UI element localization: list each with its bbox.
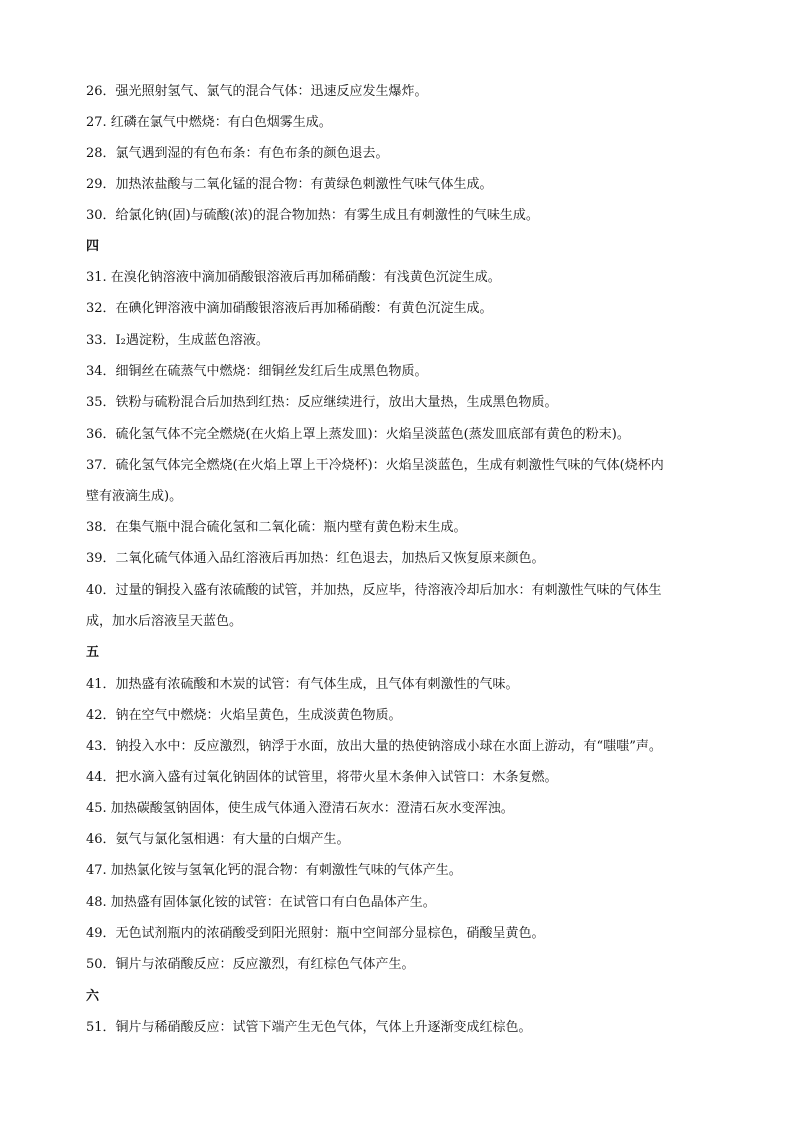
section-heading: 四 bbox=[86, 239, 100, 254]
list-item: 29．加热浓盐酸与二氧化锰的混合物：有黄绿色刺激性气味气体生成。 bbox=[86, 177, 493, 192]
list-item: 34．细铜丝在硫蒸气中燃烧：细铜丝发红后生成黑色物质。 bbox=[86, 364, 428, 379]
list-item: 31. 在溴化钠溶液中滴加硝酸银溶液后再加稀硝酸：有浅黄色沉淀生成。 bbox=[86, 270, 501, 285]
list-item: 26．强光照射氢气、氯气的混合气体：迅速反应发生爆炸。 bbox=[86, 84, 428, 99]
list-item: 48. 加热盛有固体氯化铵的试管：在试管口有白色晶体产生。 bbox=[86, 895, 436, 910]
section-heading: 六 bbox=[86, 989, 100, 1004]
list-item: 28．氯气遇到湿的有色布条：有色布条的颜色退去。 bbox=[86, 146, 389, 161]
list-item: 37．硫化氢气体完全燃烧(在火焰上罩上干冷烧杯)：火焰呈淡蓝色，生成有刺激性气味的气体(烧杯内 bbox=[86, 458, 664, 473]
list-item: 30．给氯化钠(固)与硫酸(浓)的混合物加热：有雾生成且有刺激性的气味生成。 bbox=[86, 208, 539, 223]
list-item: 39．二氧化硫气体通入品红溶液后再加热：红色退去，加热后又恢复原来颜色。 bbox=[86, 551, 545, 566]
list-item: 44．把水滴入盛有过氧化钠固体的试管里，将带火星木条伸入试管口：木条复燃。 bbox=[86, 770, 558, 785]
list-item: 47. 加热氯化铵与氢氧化钙的混合物：有刺激性气味的气体产生。 bbox=[86, 863, 462, 878]
section-heading: 五 bbox=[86, 645, 100, 660]
list-item: 49．无色试剂瓶内的浓硝酸受到阳光照射：瓶中空间部分显棕色，硝酸呈黄色。 bbox=[86, 926, 545, 941]
list-item: 35．铁粉与硫粉混合后加热到红热：反应继续进行，放出大量热，生成黑色物质。 bbox=[86, 395, 558, 410]
list-item-continuation: 壁有液滴生成)。 bbox=[86, 489, 183, 504]
list-item: 50．铜片与浓硝酸反应：反应激烈，有红棕色气体产生。 bbox=[86, 957, 415, 972]
list-item: 45. 加热碳酸氢钠固体，使生成气体通入澄清石灰水：澄清石灰水变浑浊。 bbox=[86, 801, 514, 816]
list-item: 51．铜片与稀硝酸反应：试管下端产生无色气体，气体上升逐渐变成红棕色。 bbox=[86, 1020, 532, 1035]
list-item: 27. 红磷在氯气中燃烧：有白色烟雾生成。 bbox=[86, 115, 332, 130]
list-item: 43．钠投入水中：反应激烈，钠浮于水面，放出大量的热使钠溶成小球在水面上游动，有“嗤嗤”声。 bbox=[86, 739, 662, 754]
list-item: 36．硫化氢气体不完全燃烧(在火焰上罩上蒸发皿)：火焰呈淡蓝色(蒸发皿底部有黄色的粉末)。 bbox=[86, 427, 630, 442]
list-item: 41．加热盛有浓硫酸和木炭的试管：有气体生成，且气体有刺激性的气味。 bbox=[86, 677, 519, 692]
list-item-continuation: 成，加水后溶液呈天蓝色。 bbox=[86, 614, 243, 629]
list-item: 32．在碘化钾溶液中滴加硝酸银溶液后再加稀硝酸：有黄色沉淀生成。 bbox=[86, 301, 493, 316]
list-item: 40．过量的铜投入盛有浓硫酸的试管，并加热，反应毕，待溶液冷却后加水：有刺激性气味的气体生 bbox=[86, 583, 662, 598]
list-item: 46．氨气与氯化氢相遇：有大量的白烟产生。 bbox=[86, 832, 350, 847]
list-item: 38．在集气瓶中混合硫化氢和二氧化硫：瓶内壁有黄色粉末生成。 bbox=[86, 520, 467, 535]
list-item: 42．钠在空气中燃烧：火焰呈黄色，生成淡黄色物质。 bbox=[86, 708, 402, 723]
list-item: 33．I₂遇淀粉，生成蓝色溶液。 bbox=[86, 333, 269, 348]
